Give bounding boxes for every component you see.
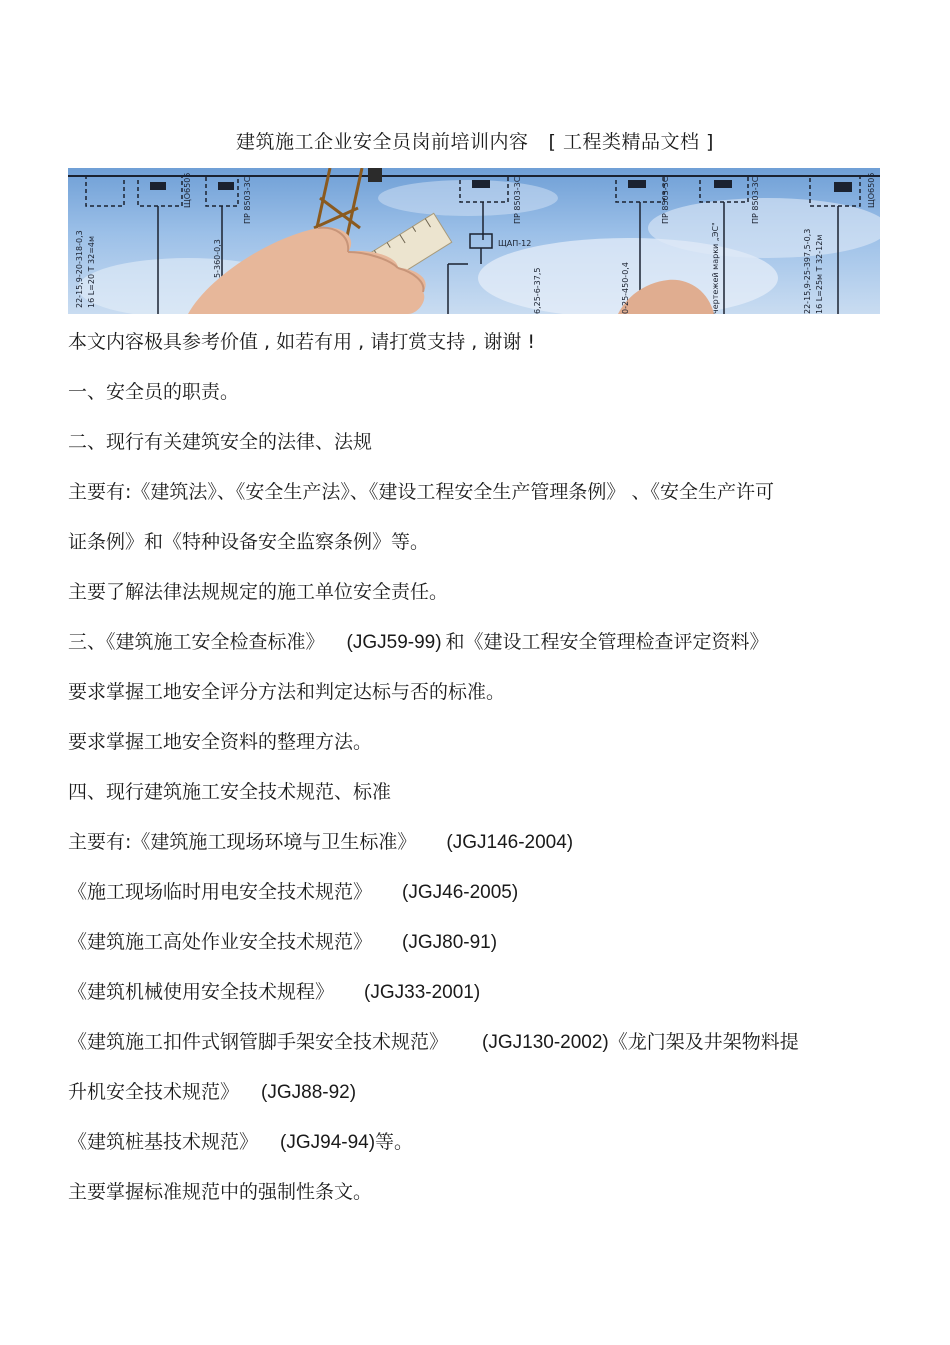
standard-code: (JGJ46-2005)	[402, 882, 519, 903]
banner-image	[68, 168, 880, 314]
paragraph-line: 证条例》和《特种设备安全监察条例》等。	[68, 531, 430, 553]
banner-label: 16 L=25м T 32-12м	[815, 234, 824, 314]
standard-code: (JGJ146-2004)	[446, 832, 574, 853]
standard-code: (JGJ130-2002)	[482, 1032, 609, 1053]
standard-item	[68, 927, 888, 977]
heading-text: 和《建设工程安全管理检查评定资料》	[445, 631, 769, 653]
banner-label: 5-360-0,3	[213, 239, 222, 278]
banner-label: 0-25-450-0,4	[621, 262, 630, 314]
banner-label: чертежей марки „ЭС"	[711, 222, 720, 314]
banner-label: 22-15,9-25-397,5-0,3	[803, 228, 812, 314]
standard-name: 《建筑施工扣件式钢管脚手架安全技术规范》	[68, 1031, 449, 1053]
standard-name: 升机安全技术规范》	[68, 1081, 240, 1103]
standard-name: 《建筑桩基技术规范》	[68, 1131, 259, 1153]
banner-label: 16 L=20 T 32=4м	[87, 235, 96, 308]
standard-code: (JGJ59-99)	[346, 632, 442, 653]
standard-name: 主要有:《建筑施工现场环境与卫生标准》	[68, 831, 417, 853]
standard-item	[68, 1127, 888, 1177]
standard-name: 《施工现场临时用电安全技术规范》	[68, 881, 373, 903]
document-body	[68, 327, 888, 1227]
standard-item	[68, 1027, 888, 1077]
standard-name: 《龙门架及井架物料提	[608, 1031, 799, 1053]
paragraph-line: 要求掌握工地安全资料的整理方法。	[68, 731, 373, 753]
section-heading: 二、现行有关建筑安全的法律、法规	[68, 431, 373, 453]
section-heading: 一、安全员的职责。	[68, 381, 240, 403]
paragraph-line: 主要了解法律法规规定的施工单位安全责任。	[68, 581, 449, 603]
banner-label: ПР 8503-3С	[243, 176, 252, 224]
standard-code: (JGJ80-91)	[402, 932, 498, 953]
section-heading: 四、现行建筑施工安全技术规范、标准	[68, 781, 392, 803]
paragraph-line: 主要有:《建筑法》、《安全生产法》、《建设工程安全生产管理条例》 、《安全生产许可	[68, 481, 774, 503]
standard-name: 《建筑机械使用安全技术规程》	[68, 981, 335, 1003]
standard-item	[68, 877, 888, 927]
standard-item	[68, 977, 888, 1027]
standard-code: (JGJ33-2001)	[364, 982, 481, 1003]
standard-name: 《建筑施工高处作业安全技术规范》	[68, 931, 373, 953]
paragraph-line: 主要掌握标准规范中的强制性条文。	[68, 1181, 373, 1203]
paragraph-text: 等。	[375, 1131, 414, 1153]
banner-label: 6,25-6-37,5	[533, 267, 542, 314]
title-text: 建筑施工企业安全员岗前培训内容	[236, 131, 529, 153]
banner-label: ЩО6505	[183, 172, 192, 208]
standard-item	[68, 827, 888, 877]
paragraph-line: 要求掌握工地安全评分方法和判定达标与否的标准。	[68, 681, 506, 703]
standard-code: (JGJ94-94)	[280, 1132, 376, 1153]
banner-label: ЩО6505	[867, 172, 876, 208]
banner-label: ПР 8503-3С	[751, 176, 760, 224]
banner-label: ПР 8503-3С	[661, 176, 670, 224]
banner-label: 22-15,9-20-318-0,3	[75, 230, 84, 308]
section-heading	[68, 627, 888, 677]
title-tag: [ 工程类精品文档 ]	[548, 131, 714, 153]
standard-code: (JGJ88-92)	[261, 1082, 357, 1103]
banner-label: ПР 8503-3С	[513, 176, 522, 224]
document-title	[0, 127, 950, 154]
banner-label: ЩАП-12	[498, 239, 532, 248]
heading-text: 三、《建筑施工安全检查标准》	[68, 631, 325, 653]
standard-item	[68, 1077, 888, 1127]
intro-line: 本文内容极具参考价值 , 如若有用 , 请打赏支持 , 谢谢 !	[68, 331, 536, 353]
